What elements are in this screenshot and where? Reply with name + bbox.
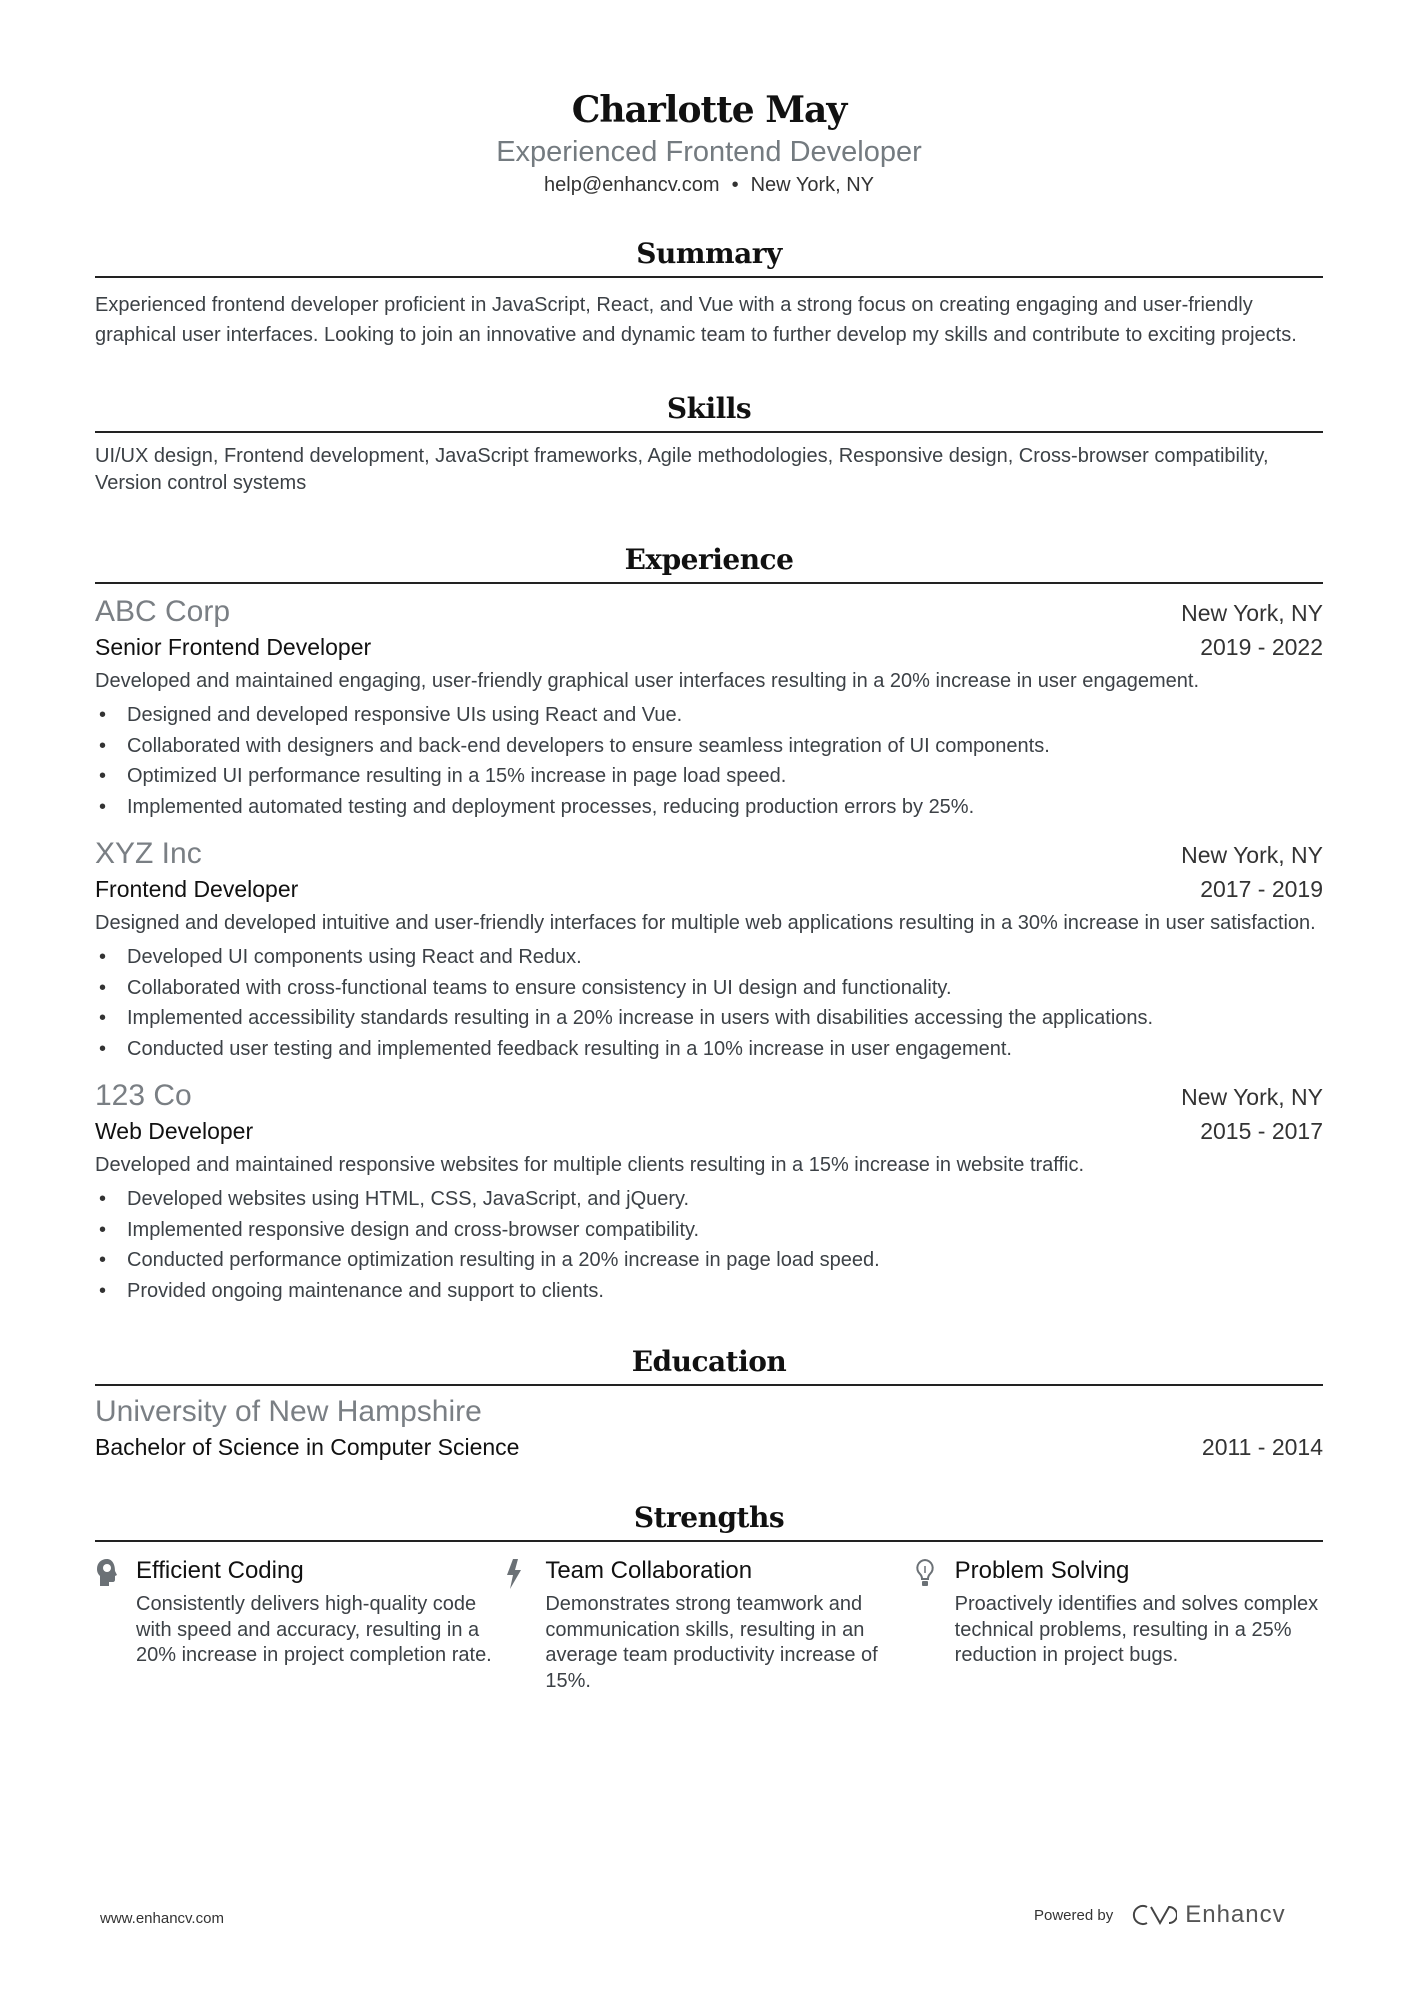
job-bullet: • Conducted performance optimization resulting in a 20% increase in page load speed. <box>95 1245 1323 1276</box>
strengths-heading: Strengths <box>95 1500 1323 1542</box>
education-entry <box>95 1394 1323 1464</box>
candidate-title: Experienced Frontend Developer <box>496 136 922 168</box>
job-bullet: • Collaborated with cross-functional teams to ensure consistency in UI design and functionality. <box>95 973 1323 1004</box>
footer-website[interactable]: www.enhancv.com <box>100 1910 224 1927</box>
job-role: Senior Frontend Developer <box>95 634 372 660</box>
strength-title: Problem Solving <box>954 1557 1130 1584</box>
brand-name: Enhancv <box>1185 1901 1286 1928</box>
job-bullets <box>95 942 1323 1064</box>
job-dates: 2019 - 2022 <box>1200 634 1323 660</box>
school: University of New Hampshire <box>95 1395 482 1428</box>
company: ABC Corp <box>95 595 231 628</box>
lightbulb-icon <box>914 1556 955 1694</box>
strength-item <box>95 1556 504 1694</box>
job-entry <box>95 836 1323 1064</box>
strength-title: Efficient Coding <box>136 1557 304 1584</box>
experience-list <box>95 594 1323 1306</box>
summary-heading: Summary <box>95 236 1323 278</box>
job-bullet: • Developed UI components using React and Redux. <box>95 942 1323 973</box>
head-brain-icon <box>95 1556 136 1694</box>
experience-heading: Experience <box>95 542 1323 584</box>
email[interactable]: help@enhancv.com <box>544 174 720 196</box>
job-bullet: • Optimized UI performance resulting in a 15% increase in page load speed. <box>95 761 1323 792</box>
job-role: Frontend Developer <box>95 876 299 902</box>
job-dates: 2015 - 2017 <box>1200 1118 1323 1144</box>
strength-title: Team Collaboration <box>545 1557 753 1584</box>
strength-description: Proactively identifies and solves complex technical problems, resulting in a 25% reduction in project bugs. <box>954 1593 1319 1666</box>
job-bullet: • Implemented automated testing and deployment processes, reducing production errors by 25%. <box>95 792 1323 823</box>
contact-line <box>95 172 1323 198</box>
strength-description: Consistently delivers high-quality code with speed and accuracy, resulting in a 20% increase in project completion rate. <box>136 1593 492 1666</box>
job-role: Web Developer <box>95 1118 254 1144</box>
footer-branding <box>1034 1901 1286 1929</box>
job-location: New York, NY <box>1181 842 1323 868</box>
enhancv-logo-icon <box>1131 1903 1177 1927</box>
job-bullets <box>95 1184 1323 1306</box>
degree: Bachelor of Science in Computer Science <box>95 1434 520 1460</box>
strength-description: Demonstrates strong teamwork and communication skills, resulting in an average team productivity increase of 15%. <box>545 1593 878 1692</box>
job-bullet: • Provided ongoing maintenance and support to clients. <box>95 1276 1323 1307</box>
job-bullet: • Collaborated with designers and back-end developers to ensure seamless integration of UI components. <box>95 731 1323 762</box>
job-bullet: • Designed and developed responsive UIs using React and Vue. <box>95 700 1323 731</box>
job-location: New York, NY <box>1181 1084 1323 1110</box>
skills-text: UI/UX design, Frontend development, JavaScript frameworks, Agile methodologies, Responsive design, Cross-browser compatibility, Version control systems <box>95 445 1269 494</box>
summary-text: Experienced frontend developer proficient in JavaScript, React, and Vue with a strong focus on creating engaging and user-friendly graphical user interfaces. Looking to join an innovative and dynamic team to further develop my skills and contribute to exciting projects. <box>95 294 1297 346</box>
strength-item <box>504 1556 913 1694</box>
strengths-list <box>95 1556 1323 1694</box>
job-location: New York, NY <box>1181 600 1323 626</box>
job-entry <box>95 594 1323 822</box>
job-description: Developed and maintained engaging, user-friendly graphical user interfaces resulting in a 20% increase in user engagement. <box>95 670 1200 692</box>
enhancv-logo[interactable] <box>1131 1901 1285 1929</box>
resume <box>95 88 1323 1694</box>
candidate-name: Charlotte May <box>571 89 847 131</box>
job-bullet: • Implemented accessibility standards resulting in a 20% increase in users with disabilities accessing the applications. <box>95 1003 1323 1034</box>
location: New York, NY <box>750 174 874 196</box>
powered-by-label: Powered by <box>1034 1906 1114 1924</box>
separator: • <box>731 174 739 196</box>
job-bullet: • Developed websites using HTML, CSS, JavaScript, and jQuery. <box>95 1184 1323 1215</box>
job-dates: 2017 - 2019 <box>1200 876 1323 902</box>
job-bullet: • Implemented responsive design and cross-browser compatibility. <box>95 1215 1323 1246</box>
job-bullets <box>95 700 1323 822</box>
education-dates: 2011 - 2014 <box>1201 1434 1323 1460</box>
education-heading: Education <box>95 1344 1323 1386</box>
job-description: Designed and developed intuitive and user-friendly interfaces for multiple web applications resulting in a 30% increase in user satisfaction. <box>95 912 1316 934</box>
lightning-icon <box>504 1556 545 1694</box>
company: 123 Co <box>95 1079 192 1112</box>
skills-heading: Skills <box>95 391 1323 433</box>
job-bullet: • Conducted user testing and implemented feedback resulting in a 10% increase in user engagement. <box>95 1034 1323 1065</box>
job-entry <box>95 1078 1323 1306</box>
strength-item <box>914 1556 1323 1694</box>
job-description: Developed and maintained responsive websites for multiple clients resulting in a 15% increase in website traffic. <box>95 1154 1085 1176</box>
company: XYZ Inc <box>95 837 202 870</box>
